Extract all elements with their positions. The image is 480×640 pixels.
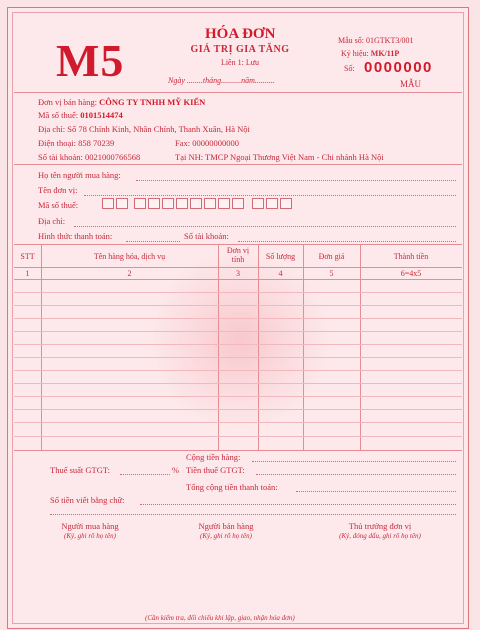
vat-amount-field[interactable] (256, 474, 456, 475)
signature-director-title: Thủ trưởng đơn vị (348, 521, 412, 531)
invoice-title: HÓA ĐƠN (205, 26, 276, 42)
tax-box[interactable] (102, 198, 114, 209)
tax-box[interactable] (218, 198, 230, 209)
symbol-label: Ký hiệu: (341, 49, 369, 58)
buyer-person-field[interactable] (136, 180, 456, 181)
signature-director-note: (Ký, đóng dấu, ghi rõ họ tên) (339, 532, 421, 540)
table-bottom-border (14, 450, 462, 451)
tax-box[interactable] (176, 198, 188, 209)
signature-seller-title: Người bán hàng (198, 521, 254, 531)
grand-total-field[interactable] (296, 491, 456, 492)
invoice-code: M5 (56, 35, 125, 86)
in-words-label: Số tiền viết bằng chữ: (50, 495, 125, 505)
in-words-field[interactable] (140, 504, 456, 505)
seller-divider (14, 164, 462, 165)
buyer-account-label: Số tài khoản: (184, 231, 229, 241)
tax-box[interactable] (134, 198, 146, 209)
serial-label: Số: (344, 64, 355, 73)
table-row[interactable] (14, 357, 462, 358)
col-header-stt: STT (20, 252, 35, 261)
tax-box[interactable] (252, 198, 264, 209)
col-number: 4 (278, 269, 283, 278)
seller-tax-label: Mã số thuế: (38, 110, 79, 120)
table-row[interactable] (14, 396, 462, 397)
buyer-account-field[interactable] (238, 241, 456, 242)
table-row[interactable] (14, 409, 462, 410)
seller-bank: Tại NH: TMCP Ngoại Thương Việt Nam - Chi nhánh Hà Nội (175, 152, 384, 162)
seller-address: Địa chỉ: Số 78 Chính Kinh, Nhân Chính, Thanh Xuân, Hà Nội (38, 124, 250, 134)
tax-box[interactable] (190, 198, 202, 209)
signature-seller-note: (Ký, ghi rõ họ tên) (200, 532, 252, 540)
seller-name-label: Đơn vị bán hàng: (38, 97, 98, 107)
tax-box[interactable] (266, 198, 278, 209)
table-row[interactable] (14, 370, 462, 371)
vat-rate-label: Thuế suất GTGT: (50, 465, 111, 475)
table-header-divider (14, 267, 462, 268)
col-header-name: Tên hàng hóa, dịch vụ (93, 252, 166, 261)
tax-box[interactable] (280, 198, 292, 209)
tax-box[interactable] (232, 198, 244, 209)
date-line: Ngày ........tháng..........năm.......... (168, 76, 275, 85)
seller-tax-value: 0101514474 (80, 110, 123, 120)
col-number: 5 (329, 269, 334, 278)
signature-seller (166, 521, 286, 540)
subtotal-field[interactable] (252, 461, 456, 462)
table-row[interactable] (14, 422, 462, 423)
header-divider (14, 92, 462, 93)
table-row[interactable] (14, 318, 462, 319)
tax-box[interactable] (148, 198, 160, 209)
buyer-unit-field[interactable] (84, 195, 456, 196)
seller-account: Số tài khoản: 0021000766568 (38, 152, 141, 162)
subtotal-label: Cộng tiền hàng: (186, 452, 241, 462)
table-row[interactable] (14, 344, 462, 345)
buyer-address-label: Địa chỉ: (38, 216, 66, 226)
col-header-unit: Đơn vị tính (226, 246, 250, 264)
footer-note: (Cần kiểm tra, đối chiếu khi lập, giao, nhận hóa đơn) (145, 614, 295, 622)
col-number: 2 (127, 269, 132, 278)
col-number: 6=4x5 (400, 269, 422, 278)
table-row[interactable] (14, 305, 462, 306)
buyer-payment-field[interactable] (126, 241, 180, 242)
seller-phone: Điện thoại: 858 70239 (38, 138, 115, 148)
invoice-subtitle: GIÁ TRỊ GIA TĂNG (190, 44, 290, 55)
invoice-copy: Liên 1: Lưu (220, 58, 260, 67)
buyer-address-field[interactable] (74, 226, 456, 227)
buyer-payment-label: Hình thức thanh toán: (38, 231, 113, 241)
col-header-quantity: Số lượng (265, 252, 296, 261)
sample-label: MẪU (400, 79, 422, 89)
seller-name-row (38, 97, 205, 107)
signature-buyer-title: Người mua hàng (61, 521, 119, 531)
tax-box[interactable] (162, 198, 174, 209)
in-words-field-2[interactable] (50, 514, 456, 515)
tax-box[interactable] (204, 198, 216, 209)
symbol-row (341, 49, 399, 58)
table-number-divider (14, 279, 462, 280)
signature-buyer-note: (Ký, ghi rõ họ tên) (64, 532, 116, 540)
signature-director (310, 521, 450, 540)
tax-box[interactable] (116, 198, 128, 209)
table-row[interactable] (14, 331, 462, 332)
col-number: 1 (25, 269, 30, 278)
grand-total-label: Tổng cộng tiền thanh toán: (186, 482, 278, 492)
bottom-strip (0, 630, 480, 640)
table-top-border (14, 244, 462, 245)
col-number: 3 (236, 269, 240, 278)
form-number: Mẫu số: 01GTKT3/001 (338, 36, 414, 45)
table-row[interactable] (14, 436, 462, 437)
col-header-amount: Thành tiền (393, 252, 429, 261)
serial-number: 0000000 (364, 59, 433, 76)
buyer-unit-label: Tên đơn vị: (38, 185, 78, 195)
buyer-tax-label: Mã số thuế: (38, 200, 79, 210)
col-header-price: Đơn giá (318, 252, 345, 261)
buyer-person-label: Họ tên người mua hàng: (38, 170, 121, 180)
vat-amount-label: Tiền thuế GTGT: (186, 465, 245, 475)
seller-name-value: CÔNG TY TNHH MỸ KIẾN (99, 97, 206, 107)
vat-rate-field[interactable] (120, 474, 170, 475)
vat-percent: % (172, 465, 180, 475)
seller-fax: Fax: 00000000000 (175, 138, 239, 148)
table-row[interactable] (14, 383, 462, 384)
signature-buyer (30, 521, 150, 540)
symbol-value: MK/11P (370, 49, 400, 58)
seller-tax-row (38, 110, 123, 120)
table-row[interactable] (14, 292, 462, 293)
